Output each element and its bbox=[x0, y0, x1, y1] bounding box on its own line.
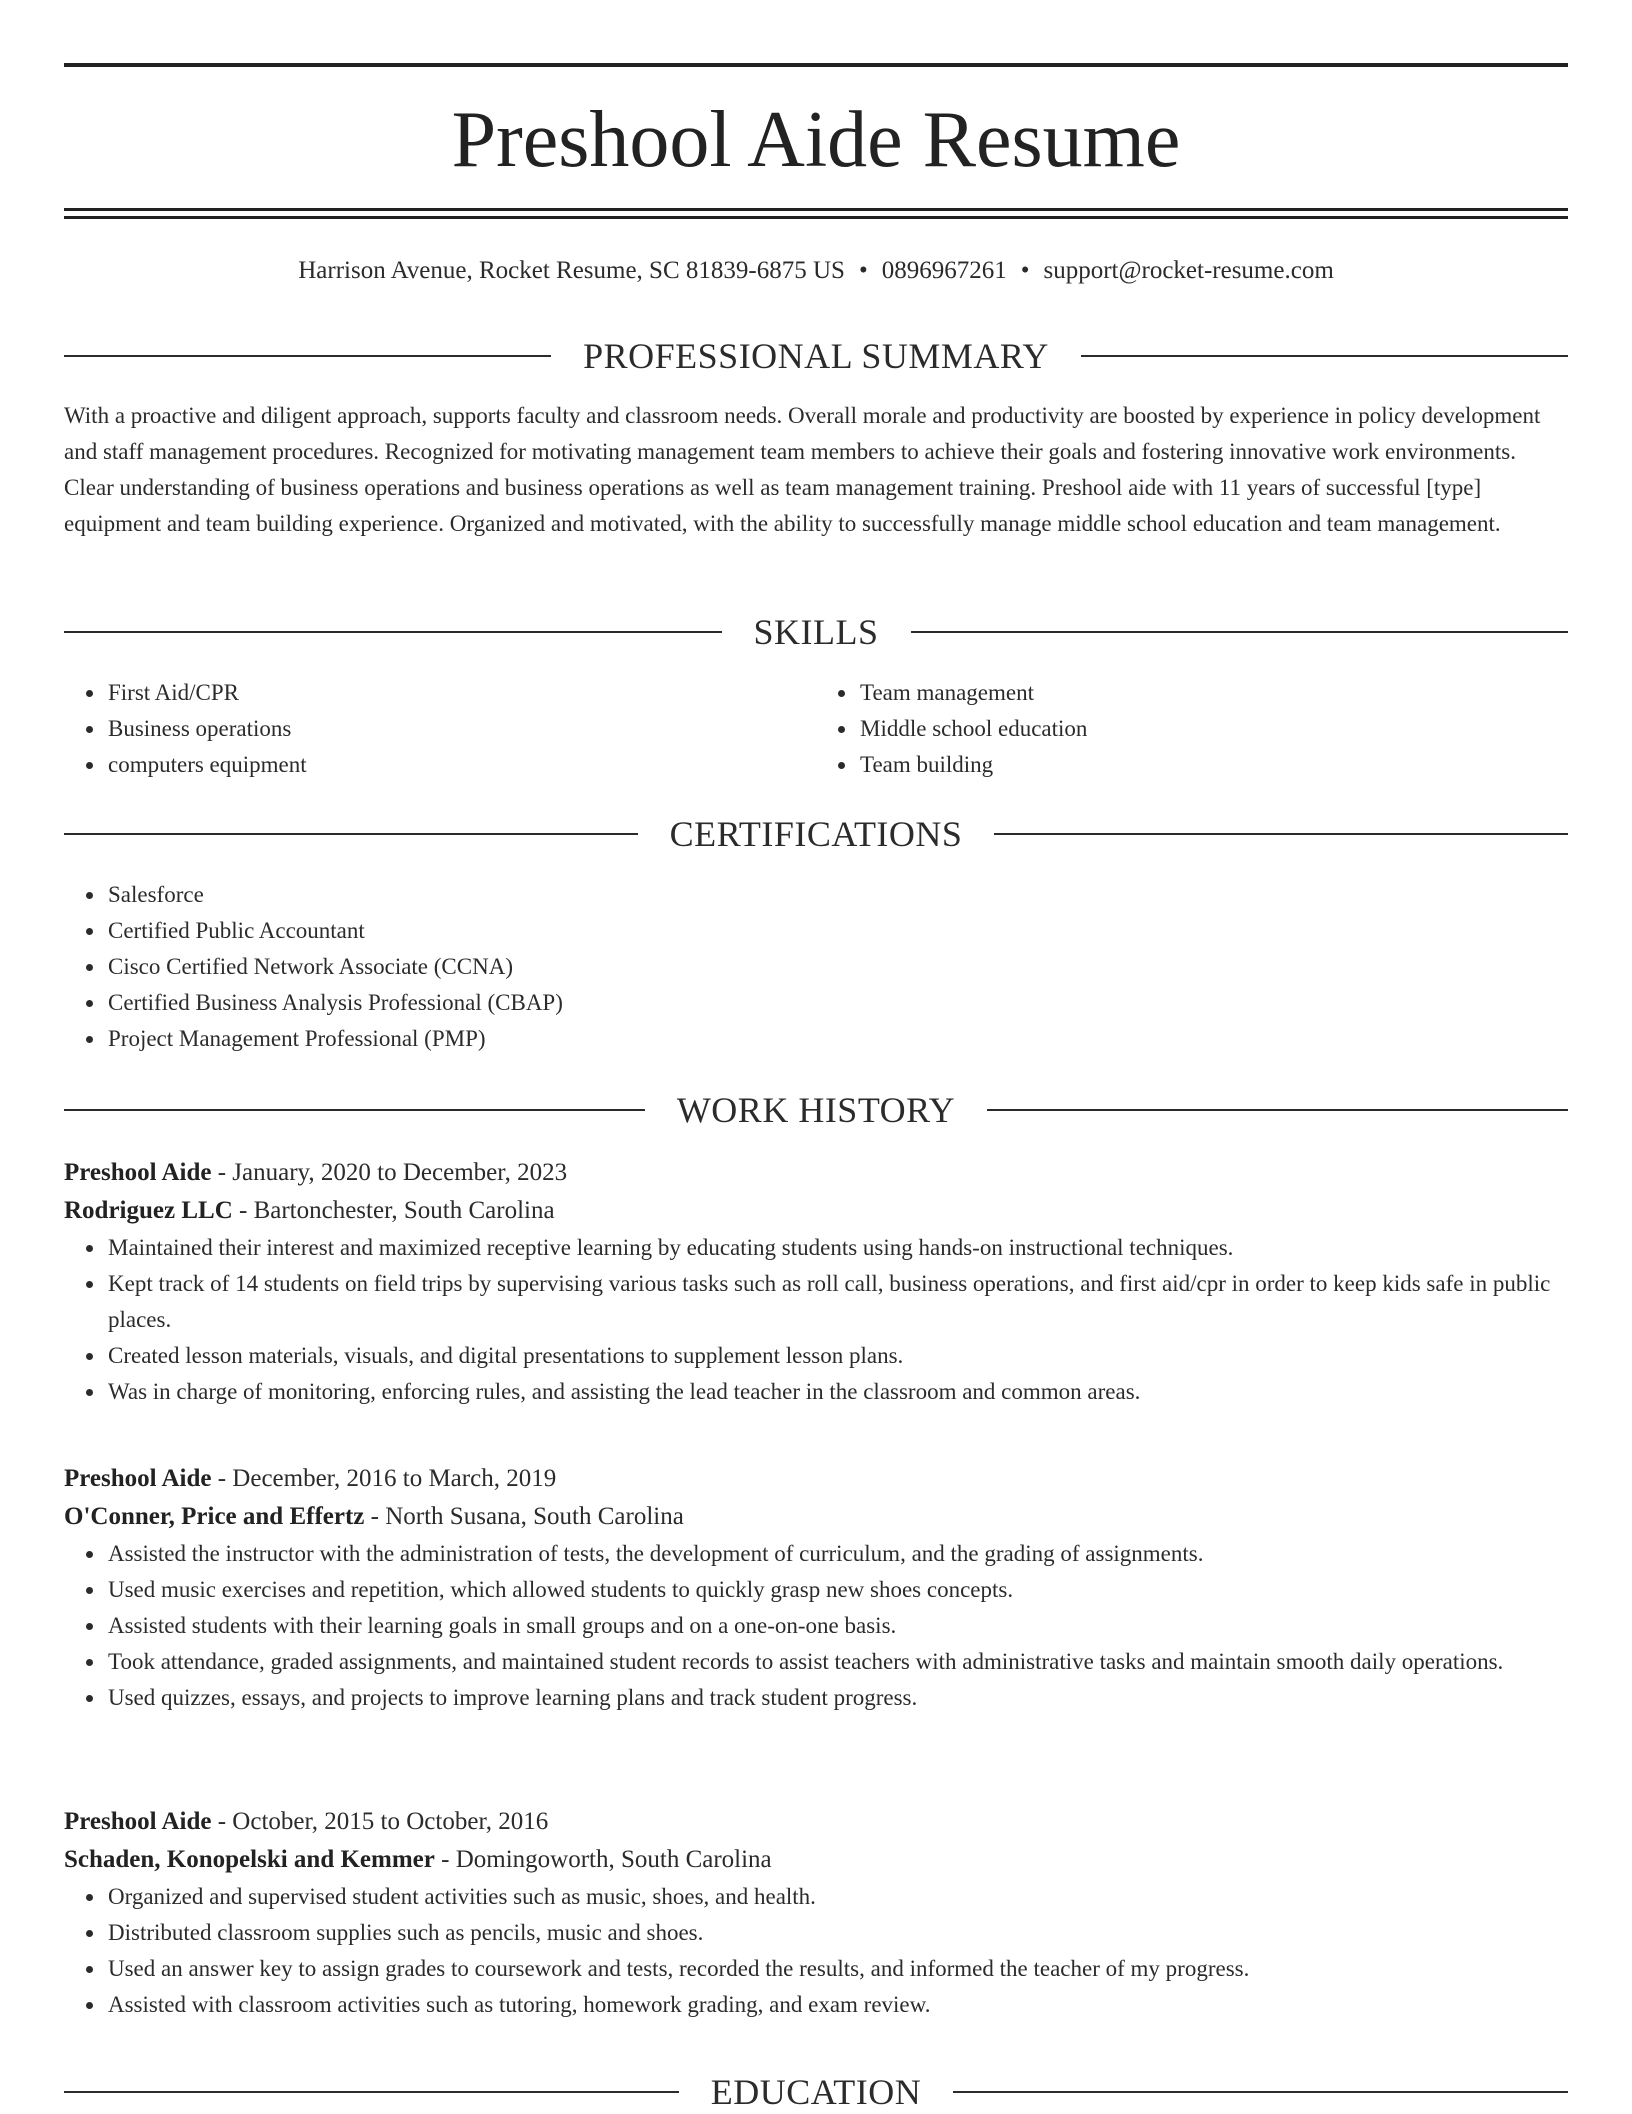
certification-item: Project Management Professional (PMP) bbox=[108, 1021, 1568, 1057]
certification-item: Salesforce bbox=[108, 877, 1568, 913]
job-location: - Bartonchester, South Carolina bbox=[232, 1197, 555, 1224]
heading-rule bbox=[1081, 355, 1568, 357]
heading-rule bbox=[953, 2091, 1568, 2093]
section-heading-skills bbox=[64, 610, 1568, 654]
skill-item: First Aid/CPR bbox=[108, 675, 816, 711]
job-company: O'Conner, Price and Effertz bbox=[64, 1503, 365, 1530]
section-title: EDUCATION bbox=[710, 2072, 922, 2112]
certification-item: Certified Public Accountant bbox=[108, 913, 1568, 949]
job-duty: Assisted the instructor with the administration of tests, the development of curriculum, and the grading of assignments. bbox=[108, 1536, 1568, 1572]
job-duties bbox=[64, 1536, 1568, 1716]
heading-rule bbox=[64, 1109, 645, 1111]
section-title: CERTIFICATIONS bbox=[669, 814, 963, 854]
job-company-line bbox=[64, 1498, 1568, 1536]
job-duties bbox=[64, 1230, 1568, 1410]
job-title-line bbox=[64, 1803, 1568, 1841]
job-title: Preshool Aide bbox=[64, 1465, 212, 1492]
job-duty: Kept track of 14 students on field trips by supervising various tasks such as roll call, business operations, and first aid/cpr in order to keep kids safe in public places. bbox=[108, 1266, 1568, 1338]
job-duty: Maintained their interest and maximized receptive learning by educating students using hands-on instructional techniques. bbox=[108, 1230, 1568, 1266]
job-duty: Used an answer key to assign grades to coursework and tests, recorded the results, and informed the teacher of my progress. bbox=[108, 1951, 1568, 1987]
title-underline-upper bbox=[64, 208, 1568, 211]
job-duty: Used quizzes, essays, and projects to improve learning plans and track student progress. bbox=[108, 1680, 1568, 1716]
contact-phone: 0896967261 bbox=[881, 257, 1007, 284]
skill-item: Business operations bbox=[108, 711, 816, 747]
job-duty: Organized and supervised student activities such as music, shoes, and health. bbox=[108, 1879, 1568, 1915]
job-entry bbox=[64, 1803, 1568, 2023]
contact-line bbox=[64, 254, 1568, 288]
job-duty: Created lesson materials, visuals, and digital presentations to supplement lesson plans. bbox=[108, 1338, 1568, 1374]
job-title-line bbox=[64, 1154, 1568, 1192]
section-heading-work-history bbox=[64, 1088, 1568, 1132]
job-title-line bbox=[64, 1460, 1568, 1498]
job-entry bbox=[64, 1460, 1568, 1716]
section-title: WORK HISTORY bbox=[676, 1090, 956, 1130]
section-title: PROFESSIONAL SUMMARY bbox=[583, 336, 1049, 376]
top-rule bbox=[64, 63, 1568, 67]
heading-rule bbox=[64, 631, 722, 633]
job-dates: - December, 2016 to March, 2019 bbox=[211, 1465, 557, 1492]
job-duty: Assisted with classroom activities such as tutoring, homework grading, and exam review. bbox=[108, 1987, 1568, 2023]
job-location: - Domingoworth, South Carolina bbox=[434, 1846, 772, 1873]
section-title: SKILLS bbox=[753, 612, 879, 652]
certification-item: Certified Business Analysis Professional (CBAP) bbox=[108, 985, 1568, 1021]
contact-address: Harrison Avenue, Rocket Resume, SC 81839-6875 US bbox=[298, 257, 845, 284]
section-heading-certifications bbox=[64, 812, 1568, 856]
heading-rule bbox=[994, 833, 1568, 835]
job-duties bbox=[64, 1879, 1568, 2023]
skill-item: computers equipment bbox=[108, 747, 816, 783]
heading-rule bbox=[64, 355, 551, 357]
job-company: Schaden, Konopelski and Kemmer bbox=[64, 1846, 435, 1873]
title-underline-lower bbox=[64, 216, 1568, 219]
skills-column-left bbox=[64, 675, 816, 783]
heading-rule bbox=[64, 833, 638, 835]
skill-item: Middle school education bbox=[860, 711, 1568, 747]
job-duty: Was in charge of monitoring, enforcing rules, and assisting the lead teacher in the classroom and common areas. bbox=[108, 1374, 1568, 1410]
job-entry bbox=[64, 1154, 1568, 1410]
job-company-line bbox=[64, 1841, 1568, 1879]
skills-list bbox=[64, 675, 1568, 783]
heading-rule bbox=[64, 2091, 679, 2093]
job-duty: Used music exercises and repetition, which allowed students to quickly grasp new shoes concepts. bbox=[108, 1572, 1568, 1608]
resume-title: Preshool Aide Resume bbox=[451, 96, 1181, 184]
job-dates: - October, 2015 to October, 2016 bbox=[211, 1808, 549, 1835]
heading-rule bbox=[987, 1109, 1568, 1111]
section-heading-summary bbox=[64, 334, 1568, 378]
heading-rule bbox=[911, 631, 1569, 633]
skills-column-right bbox=[816, 675, 1568, 783]
job-title: Preshool Aide bbox=[64, 1808, 212, 1835]
skill-item: Team management bbox=[860, 675, 1568, 711]
job-dates: - January, 2020 to December, 2023 bbox=[211, 1159, 568, 1186]
job-duty: Distributed classroom supplies such as pencils, music and shoes. bbox=[108, 1915, 1568, 1951]
certifications-list bbox=[64, 877, 1568, 1057]
summary-text: With a proactive and diligent approach, supports faculty and classroom needs. Overall morale and productivity are boosted by experience in policy development and staff management procedures. Recognized for motivating management team members to achieve their goals and fostering innovative work environments. Clear understanding of business operations and business operations as well as team management training. Preshool aide with 11 years of successful [type] equipment and team building experience. Organized and motivated, with the ability to successfully manage middle school education and team management. bbox=[64, 403, 1541, 536]
job-location: - North Susana, South Carolina bbox=[364, 1503, 684, 1530]
job-duty: Took attendance, graded assignments, and maintained student records to assist teachers with administrative tasks and maintain smooth daily operations. bbox=[108, 1644, 1568, 1680]
job-duty: Assisted students with their learning goals in small groups and on a one-on-one basis. bbox=[108, 1608, 1568, 1644]
contact-separator: • bbox=[1020, 257, 1030, 284]
contact-email: support@rocket-resume.com bbox=[1043, 257, 1334, 284]
job-title: Preshool Aide bbox=[64, 1159, 212, 1186]
certification-item: Cisco Certified Network Associate (CCNA) bbox=[108, 949, 1568, 985]
job-company: Rodriguez LLC bbox=[64, 1197, 233, 1224]
skill-item: Team building bbox=[860, 747, 1568, 783]
contact-separator: • bbox=[858, 257, 868, 284]
section-heading-education bbox=[64, 2070, 1568, 2114]
job-company-line bbox=[64, 1192, 1568, 1230]
